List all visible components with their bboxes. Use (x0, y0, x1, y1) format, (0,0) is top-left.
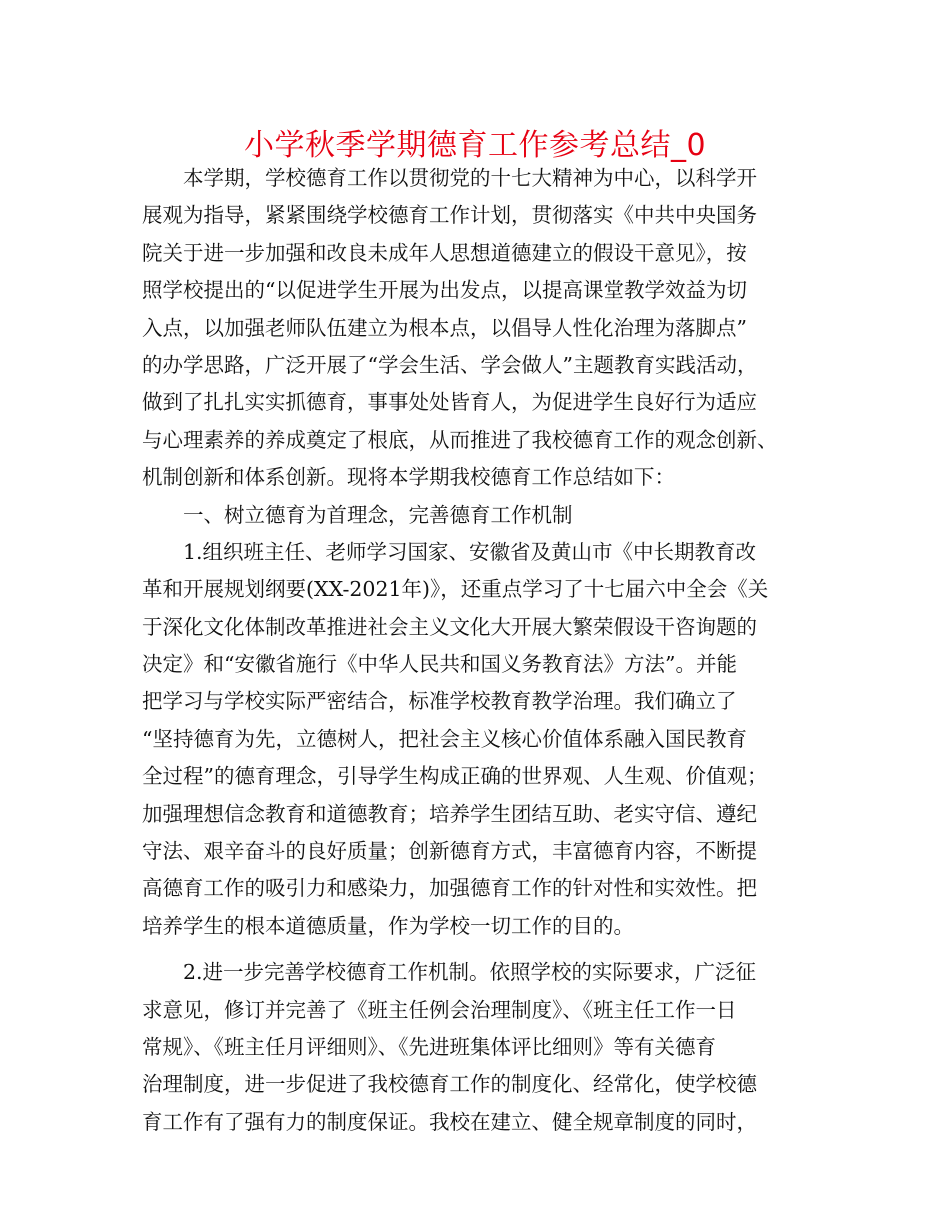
paragraph-line: 机制创新和体系创新。现将本学期我校德育工作总结如下： (142, 465, 675, 490)
paragraph-line: 求意见，修订并完善了《班主任例会治理制度》、《班主任工作一日 (142, 997, 737, 1022)
paragraph-line: 治理制度，进一步促进了我校德育工作的制度化、经常化，使学校德 (142, 1072, 757, 1097)
paragraph-line: 的办学思路，广泛开展了“学会生活、学会做人”主题教育实践活动， (142, 352, 758, 377)
paragraph-line: 于深化文化体制改革推进社会主义文化大开展大繁荣假设干咨询题的 (142, 614, 757, 639)
paragraph-line: 守法、艰辛奋斗的良好质量；创新德育方式，丰富德育内容，不断提 (142, 839, 757, 864)
document-body (142, 160, 822, 1141)
paragraph-line: 照学校提出的“以促进学生开展为出发点，以提高课堂教学效益为切 (142, 278, 747, 303)
paragraph-line: 与心理素养的养成奠定了根底，从而推进了我校德育工作的观念创新、 (142, 427, 778, 452)
section-heading: 一、树立德育为首理念，完善德育工作机制 (183, 502, 573, 527)
paragraph-line: 常规》、《班主任月评细则》、《先进班集体评比细则》等有关德育 (142, 1034, 716, 1059)
paragraph-line: 院关于进一步加强和改良未成年人思想道德建立的假设干意见》，按 (142, 240, 747, 265)
paragraph-line: 全过程”的德育理念，引导学生构成正确的世界观、人生观、价值观； (142, 764, 768, 789)
paragraph-line: 把学习与学校实际严密结合，标准学校教育教学治理。我们确立了 (142, 689, 737, 714)
paragraph-line: 培养学生的根本道德质量，作为学校一切工作的目的。 (142, 913, 634, 938)
paragraph-line: 高德育工作的吸引力和感染力，加强德育工作的针对性和实效性。把 (142, 876, 757, 901)
paragraph-line: 展观为指导，紧紧围绕学校德育工作计划，贯彻落实《中共中央国务 (142, 203, 757, 228)
paragraph-line: 决定》和“安徽省施行《中华人民共和国义务教育法》方法”。并能 (142, 652, 737, 677)
item-2-paragraph (142, 954, 822, 1141)
item-1-paragraph (142, 534, 822, 945)
paragraph-line: “坚持德育为先，立德树人，把社会主义核心价值体系融入国民教育 (142, 726, 747, 751)
paragraph-line: 本学期，学校德育工作以贯彻党的十七大精神为中心，以科学开 (183, 166, 757, 190)
paragraph-line: 革和开展规划纲要(XX-2021年)》，还重点学习了十七届六中全会《关 (142, 577, 769, 602)
paragraph-line: 做到了扎扎实实抓德育，事事处处皆育人，为促进学生良好行为适应 (142, 390, 757, 415)
paragraph-line: 入点，以加强老师队伍建立为根本点，以倡导人性化治理为落脚点” (142, 315, 747, 340)
document-title: 小学秋季学期德育工作参考总结_0 (243, 128, 707, 163)
paragraph-line: 1.组织班主任、老师学习国家、安徽省及黄山市《中长期教育改 (183, 539, 757, 564)
paragraph-line: 2.进一步完善学校德育工作机制。依照学校的实际要求，广泛征 (183, 960, 757, 985)
intro-paragraph (142, 160, 822, 497)
paragraph-line: 育工作有了强有力的制度保证。我校在建立、健全规章制度的同时， (142, 1109, 757, 1134)
paragraph-line: 加强理想信念教育和道德教育；培养学生团结互助、老实守信、遵纪 (142, 801, 757, 826)
paragraph-spacer (142, 945, 822, 954)
